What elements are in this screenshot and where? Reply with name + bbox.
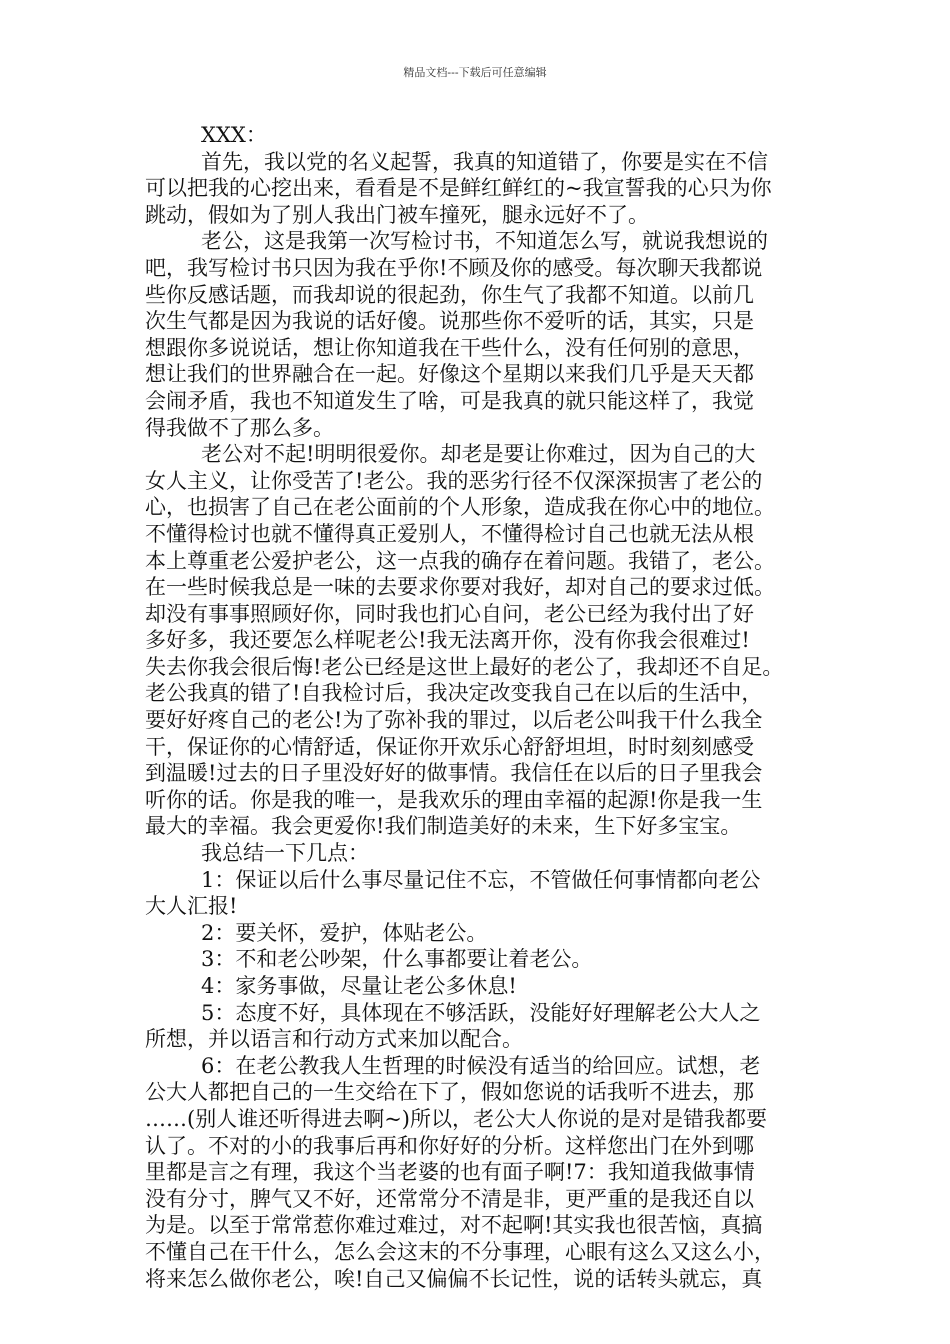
paragraph-line: 老公对不起!明明很爱你。却老是要让你难过，因为自己的大: [201, 442, 756, 467]
paragraph-line: 可以把我的心挖出来，看看是不是鲜红鲜红的~我宣誓我的心只为你: [145, 176, 772, 201]
list-item: 大人汇报!: [145, 894, 238, 919]
paragraph-line: 跳动，假如为了别人我出门被车撞死，腿永远好不了。: [145, 202, 649, 227]
list-item: 认了。不对的小的我事后再和你好好的分析。这样您出门在外到哪: [145, 1133, 754, 1158]
list-item: 为是。以至于常常惹你难过难过，对不起啊!其实我也很苦恼，真搞: [145, 1213, 763, 1238]
list-item: 6：在老公教我人生哲理的时候没有适当的给回应。试想，老: [201, 1053, 761, 1078]
list-item: 所想，并以语言和行动方式来加以配合。: [145, 1027, 523, 1052]
list-item: 1：保证以后什么事尽量记住不忘，不管做任何事情都向老公: [201, 867, 761, 892]
paragraph-line: 失去你我会很后悔!老公已经是这世上最好的老公了，我却还不自足。: [145, 654, 784, 679]
paragraph-line: 心，也损害了自己在老公面前的个人形象，造成我在你心中的地位。: [145, 495, 775, 520]
paragraph-line: 吧，我写检讨书只因为我在乎你!不顾及你的感受。每次聊天我都说: [145, 255, 763, 280]
page-header: 精品文档---下载后可任意编辑: [403, 66, 547, 79]
list-item: 3：不和老公吵架，什么事都要让着老公。: [201, 947, 593, 972]
paragraph-line: 要好好疼自己的老公!为了弥补我的罪过，以后老公叫我干什么我全: [145, 708, 763, 733]
paragraph-line: 在一些时候我总是一味的去要求你要对我好，却对自己的要求过低。: [145, 575, 775, 600]
paragraph-line: 却没有事事照顾好你，同时我也扪心自问，老公已经为我付出了好: [145, 601, 754, 626]
paragraph-line: 老公，这是我第一次写检讨书，不知道怎么写，就说我想说的: [201, 229, 768, 254]
paragraph-line: 不懂得检讨也就不懂得真正爱别人，不懂得检讨自己也就无法从根: [145, 521, 754, 546]
list-item: 里都是言之有理，我这个当老婆的也有面子啊!7：我知道我做事情: [145, 1160, 755, 1185]
paragraph-line: 干，保证你的心情舒适，保证你开欢乐心舒舒坦坦，时时刻刻感受: [145, 734, 754, 759]
paragraph-line: 听你的话。你是我的唯一，是我欢乐的理由幸福的起源!你是我一生: [145, 787, 763, 812]
paragraph-line: 会闹矛盾，我也不知道发生了啥，可是我真的就只能这样了，我觉: [145, 388, 754, 413]
paragraph-line: 得我做不了那么多。: [145, 415, 334, 440]
list-item: 不懂自己在干什么，怎么会这末的不分事理，心眼有这么又这么小，: [145, 1239, 775, 1264]
list-item: 公大人都把自己的一生交给在下了，假如您说的话我听不进去，那: [145, 1080, 754, 1105]
paragraph-line: 次生气都是因为我说的话好傻。说那些你不爱听的话，其实，只是: [145, 309, 754, 334]
paragraph-line: 想让我们的世界融合在一起。好像这个星期以来我们几乎是天天都: [145, 362, 754, 387]
paragraph-line: 老公我真的错了!自我检讨后，我决定改变我自己在以后的生活中，: [145, 681, 763, 706]
paragraph-line: 想跟你多说说话，想让你知道我在干些什么，没有任何别的意思，: [145, 335, 754, 360]
paragraph-line: 女人主义，让你受苦了!老公。我的恶劣行径不仅深深损害了老公的: [145, 468, 763, 493]
list-item: ……(别人谁还听得进去啊~)所以，老公大人你说的是对是错我都要: [145, 1106, 767, 1131]
paragraph-line: 最大的幸福。我会更爱你!我们制造美好的未来，生下好多宝宝。: [145, 814, 742, 839]
list-item: 5：态度不好，具体现在不够活跃，没能好好理解老公大人之: [201, 1000, 761, 1025]
list-item: 没有分寸，脾气又不好，还常常分不清是非，更严重的是我还自以: [145, 1186, 754, 1211]
paragraph-line: 到温暖!过去的日子里没好好的做事情。我信任在以后的日子里我会: [145, 761, 763, 786]
paragraph-line: 些你反感话题，而我却说的很起劲，你生气了我都不知道。以前几: [145, 282, 754, 307]
paragraph-line: 首先，我以党的名义起誓，我真的知道错了，你要是实在不信: [201, 149, 768, 174]
list-item: 将来怎么做你老公，唉!自己又偏偏不长记性，说的话转头就忘，真: [145, 1266, 763, 1291]
paragraph-line: 本上尊重老公爱护老公，这一点我的确存在着问题。我错了，老公。: [145, 548, 775, 573]
summary-heading: 我总结一下几点：: [201, 841, 369, 866]
salutation: XXX：: [201, 123, 267, 147]
paragraph-line: 多好多，我还要怎么样呢老公!我无法离开你，没有你我会很难过!: [145, 628, 750, 653]
document-body: [145, 122, 809, 1292]
list-item: 2：要关怀，爱护，体贴老公。: [201, 920, 488, 945]
list-item: 4：家务事做，尽量让老公多休息!: [201, 974, 517, 998]
